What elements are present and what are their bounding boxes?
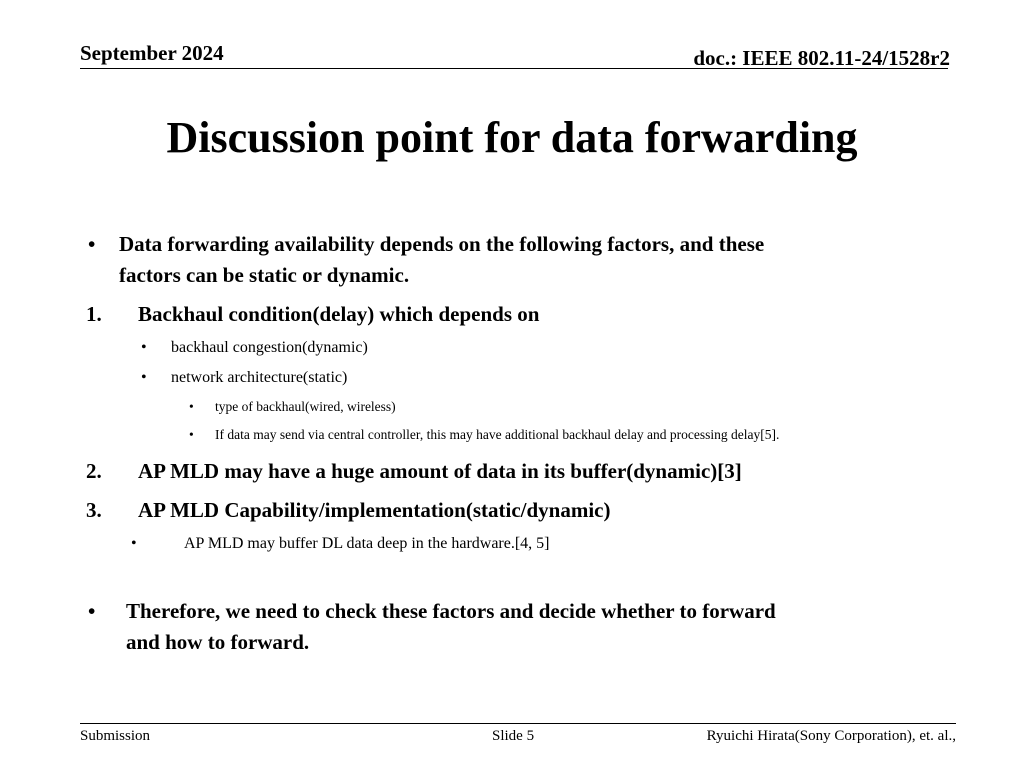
header-divider — [80, 68, 948, 69]
conclusion-line-2: and how to forward. — [126, 630, 310, 654]
conclusion-line-1: Therefore, we need to check these factors and decide whether to forward — [126, 599, 776, 623]
item-1-sub-2-b: If data may send via central controller, this may have additional backhaul delay and processing delay[5]. — [215, 427, 780, 442]
sub-bullet-marker: • — [141, 369, 147, 386]
item-3-text: AP MLD Capability/implementation(static/dynamic) — [138, 498, 611, 522]
item-2-text: AP MLD may have a huge amount of data in its buffer(dynamic)[3] — [138, 459, 742, 483]
item-1-sub-2: network architecture(static) — [171, 369, 348, 386]
item-1-sub-1: backhaul congestion(dynamic) — [171, 339, 368, 356]
bullet-marker: • — [88, 232, 96, 256]
bullet-marker: • — [88, 599, 96, 623]
footer-divider — [80, 723, 956, 724]
item-1-sub-2-a: type of backhaul(wired, wireless) — [215, 399, 396, 414]
header-doc-id: doc.: IEEE 802.11-24/1528r2 — [693, 46, 950, 70]
item-1-text: Backhaul condition(delay) which depends on — [138, 302, 540, 326]
item-number: 1. — [86, 302, 102, 326]
item-3-sub-1: AP MLD may buffer DL data deep in the hardware.[4, 5] — [184, 535, 550, 552]
sub-sub-bullet-marker: • — [189, 399, 194, 414]
sub-sub-bullet-marker: • — [189, 427, 194, 442]
item-number: 3. — [86, 498, 102, 522]
header-date: September 2024 — [80, 41, 224, 65]
sub-bullet-marker: • — [141, 339, 147, 356]
sub-bullet-marker: • — [131, 535, 137, 552]
slide-title: Discussion point for data forwarding — [166, 113, 858, 162]
footer-slide-number: Slide 5 — [492, 728, 535, 744]
intro-line-1: Data forwarding availability depends on the following factors, and these — [119, 232, 765, 256]
footer-author: Ryuichi Hirata(Sony Corporation), et. al., — [706, 728, 956, 744]
item-number: 2. — [86, 459, 102, 483]
footer-submission: Submission — [80, 728, 151, 744]
intro-line-2: factors can be static or dynamic. — [119, 263, 410, 287]
